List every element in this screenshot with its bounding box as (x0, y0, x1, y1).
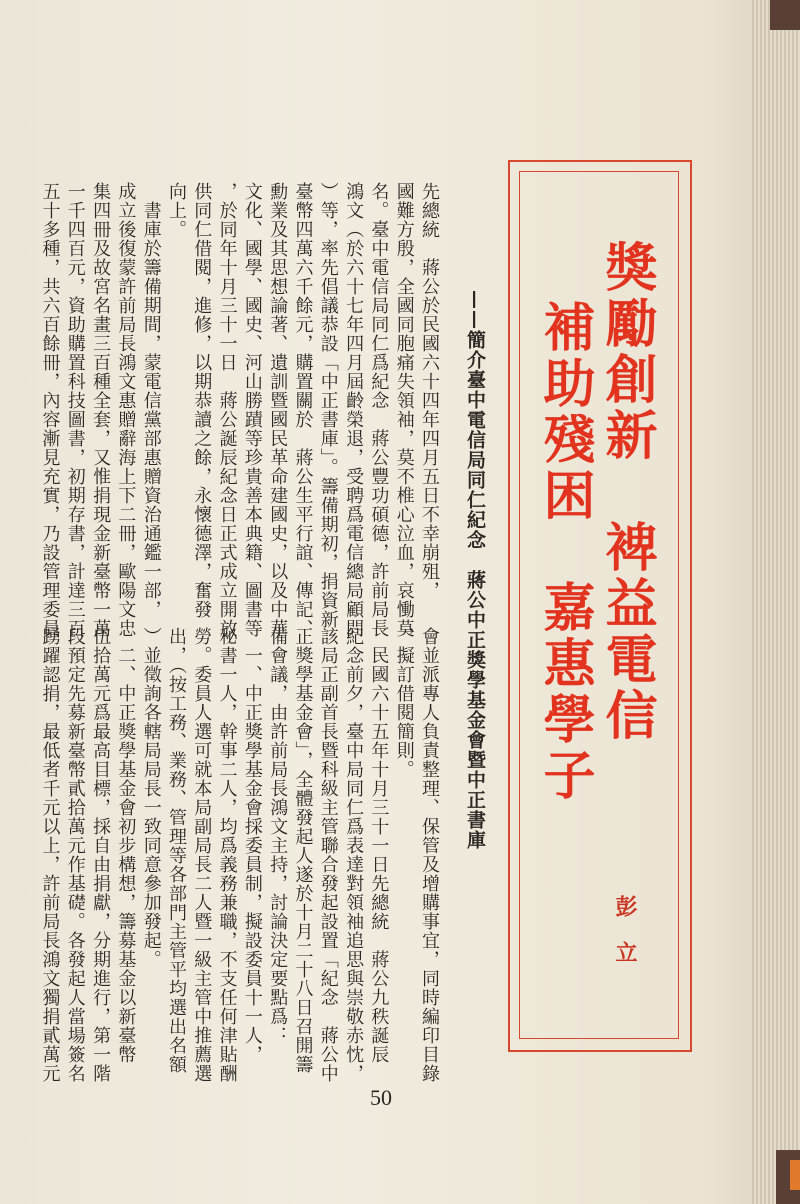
title-line-2: 補助殘困 嘉惠學子 (534, 300, 595, 804)
text-column: 一千四百元，資助購置科技圖書，初期存書，計達三百 (64, 182, 86, 638)
text-column: 會並派專人負責整理、保管及增購事宜，同時編印目錄 (419, 627, 440, 1083)
author-name: 彭立 (612, 895, 638, 987)
text-column: 勳業及其思想論著、遺訓暨國民革命建國史，以及中華 (267, 182, 289, 638)
text-column: 集四冊及故宮名畫三百種全套，又惟捐現金新臺幣一萬 (90, 182, 112, 638)
page-number: 50 (370, 1085, 392, 1110)
page-edges (752, 0, 800, 1204)
text-column: ，於同年十月三十一日 蔣公誕辰紀念日正式成立開放 (216, 182, 238, 638)
text-column: 一、中正獎學基金會採委員制，擬設委員十一人， (241, 627, 263, 1064)
show-through (455, 200, 499, 230)
text-column: 正獎學基金會」，全體發起人遂於十月二十八日召開籌 (292, 627, 314, 1074)
bookmark-tab (790, 1160, 800, 1190)
text-column: 民國六十五年十月三十一日先總統 蔣公九秩誕辰 (368, 627, 390, 1064)
text-column: ）並徵詢各轄局局長一致同意參加發起。 (140, 627, 162, 969)
text-column: 勞。委員人選可就本局副局長二人暨一級主管中推薦選 (191, 627, 213, 1083)
text-column: 紀念前夕，臺中局同仁爲表達對領袖追思與崇敬赤忱， (343, 627, 365, 1083)
text-column: 二、中正獎學基金會初步構想，籌募基金以新臺幣 (115, 627, 137, 1064)
text-column: 秘書一人，幹事二人，均爲義務兼職，不支任何津貼酬 (216, 627, 238, 1083)
subtitle: ——簡介臺中電信局同仁紀念 蔣公中正獎學基金會暨中正書庫 (464, 290, 486, 850)
text-column: 段預定先募新臺幣貳拾萬元作基礎。各發起人當場簽名 (64, 627, 86, 1083)
text-column: 文化、國學、國史、河山勝蹟等珍貴善本典籍、圖書等 (241, 182, 263, 638)
text-column: ）等，率先倡議恭設「中正書庫」。籌備期初，捐資新 (317, 182, 339, 629)
text-column: ，擬訂借閱簡則。 (393, 627, 415, 779)
text-column: 五十多種，共六百餘冊，內容漸見充實，乃設管理委員 (39, 182, 61, 638)
text-column: 書庫於籌備期間，蒙電信黨部惠贈資治通鑑一部， (140, 182, 162, 619)
text-column: 該局正副首長暨科級主管聯合發起設置「紀念 蔣公中 (317, 627, 339, 1083)
text-column: 踴躍認捐，最低者千元以上，許前局長鴻文獨捐貳萬元 (39, 627, 61, 1083)
book-cover-corner (770, 0, 800, 30)
text-column: 臺幣四萬六千餘元，購置關於 蔣公生平行誼、傳記、 (292, 182, 314, 638)
text-column: 國難方殷，全國同胞痛失領袖，莫不椎心泣血，哀慟莫 (393, 182, 415, 638)
text-column: 鴻文（於六十七年四月屆齡榮退，受聘爲電信總局顧問 (343, 182, 365, 638)
text-column: 備會議，由許前局長鴻文主持，討論決定要點爲： (267, 627, 289, 1045)
text-column: 成立後復蒙許前局長鴻文惠贈辭海上下二冊，歐陽文忠 (115, 182, 137, 638)
text-column: 供同仁借閱，進修，以期恭讀之餘，永懷德澤，奮發 (191, 182, 213, 619)
text-column: 出，（按工務、業務、管理等各部門主管平均選出名額 (166, 627, 187, 1074)
text-column: 先總統 蔣公於民國六十四年四月五日不幸崩殂， (419, 182, 440, 600)
text-column: 伍拾萬元爲最高目標，採自由捐獻，分期進行，第一階 (90, 627, 112, 1083)
text-column: 向上。 (166, 182, 187, 239)
text-column: 名。臺中電信局同仁爲紀念 蔣公豐功碩德，許前局長 (368, 182, 390, 638)
title-line-1: 獎勵創新 裨益電信 (596, 240, 657, 744)
